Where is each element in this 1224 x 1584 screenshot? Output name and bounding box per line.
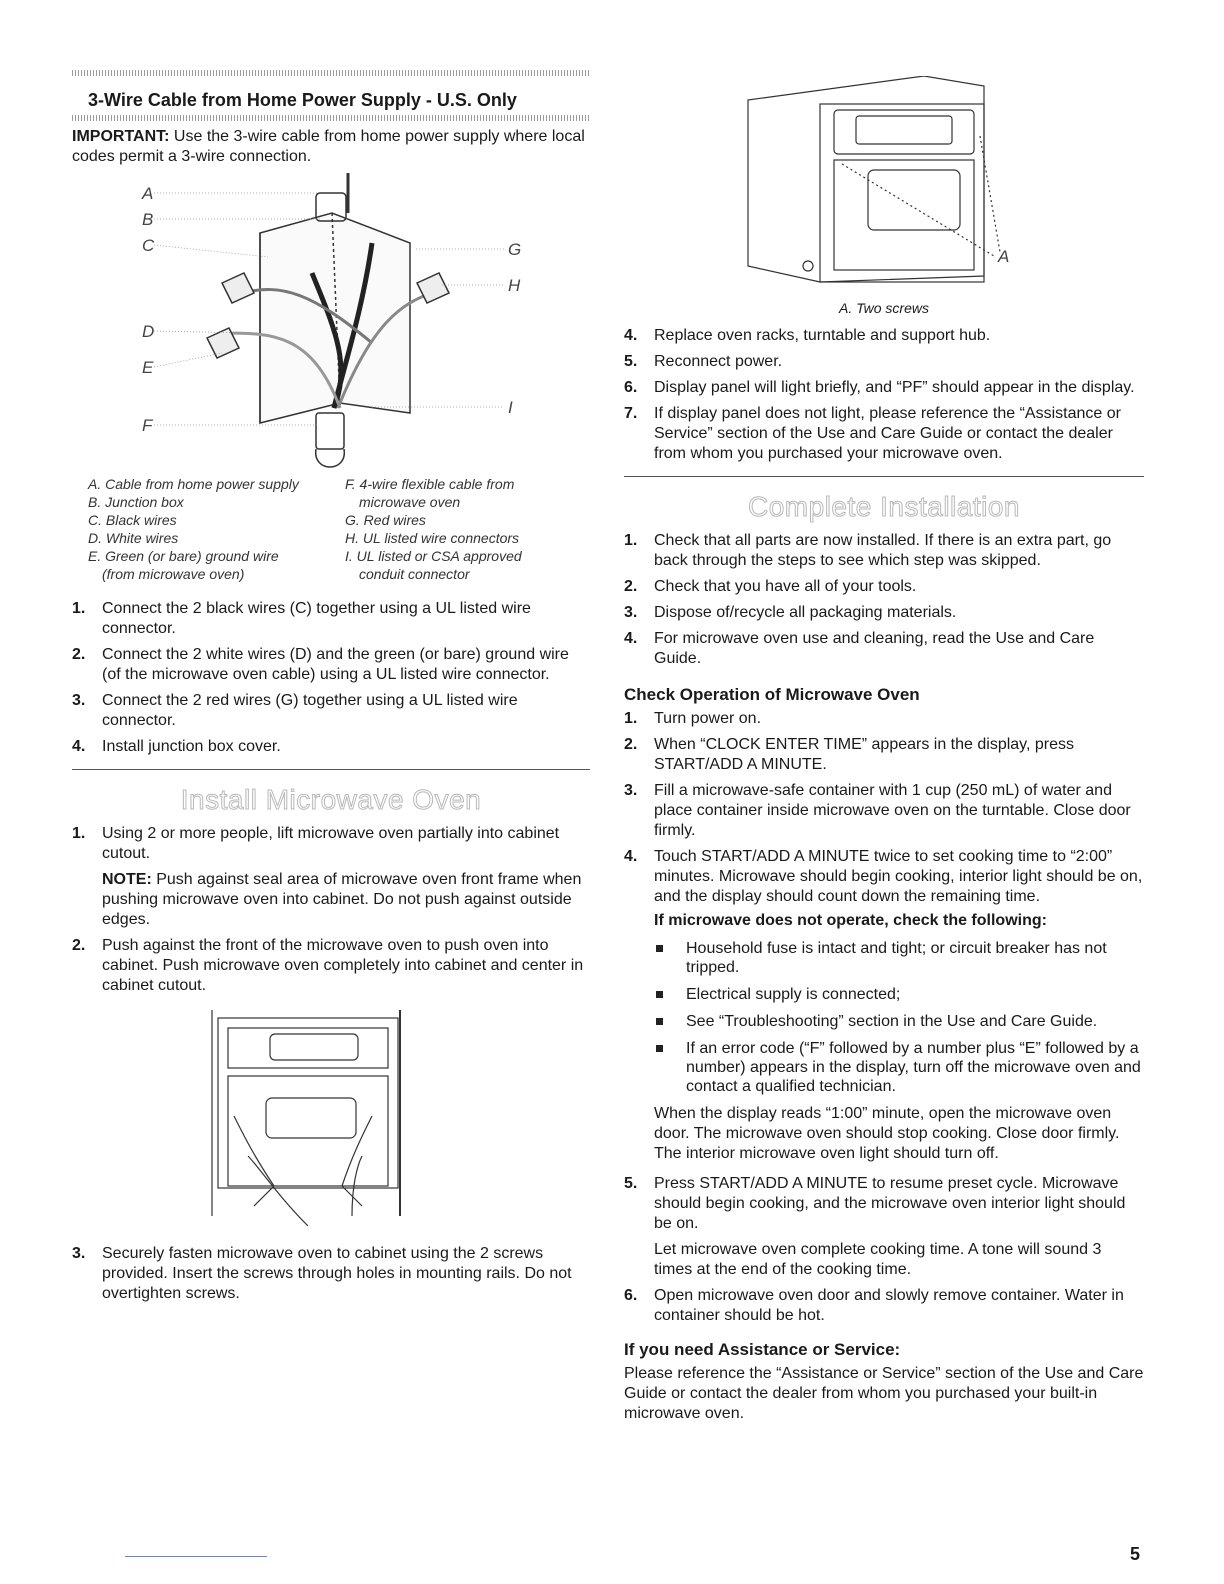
install-steps [72, 824, 590, 996]
wire-legend [72, 475, 590, 583]
assistance-text: Please reference the “Assistance or Service” section of the Use and Care Guide or contact the dealer from whom you purchased your built-in microwave oven. [624, 1365, 1144, 1422]
legend-left: A. Cable from home power supply B. Junction box C. Black wires D. White wires E. Green (or bare) ground wire (from microwave oven) [88, 476, 299, 582]
check-operation-heading: Check Operation of Microwave Oven [624, 685, 920, 704]
wire-section-heading: 3-Wire Cable from Home Power Supply - U.S. Only [88, 90, 517, 110]
list-item: 3. Fill a microwave-safe container with 1 cup (250 mL) of water and place container inside microwave oven on the turntable. Close door firmly. [624, 782, 1131, 839]
junction-box-diagram [72, 173, 590, 475]
letter-h: H [508, 276, 521, 295]
letter-a-screws: A [998, 247, 1010, 266]
check-steps [624, 709, 1144, 1326]
list-item: 4. Install junction box cover. [72, 738, 281, 755]
two-screws-illustration [624, 76, 1144, 294]
left-column [72, 70, 590, 1310]
section-divider [624, 476, 1144, 477]
list-item: 5. Press START/ADD A MINUTE to resume preset cycle. Microwave should begin cooking, and the microwave oven interior light should be on. Let microwave oven complete cooking time. A tone will sound 3 times at the end of the cooking time. [624, 1174, 1144, 1280]
screws-caption: A. Two screws [839, 300, 929, 316]
hatch-rule [72, 115, 590, 121]
list-item: 6. Open microwave oven door and slowly remove container. Water in container should be hot. [624, 1287, 1124, 1324]
important-label: IMPORTANT: [72, 128, 170, 145]
install-section-title: Install Microwave Oven [180, 784, 482, 815]
list-item: Electrical supply is connected; [654, 985, 1144, 1004]
list-item: See “Troubleshooting” section in the Use and Care Guide. [654, 1012, 1144, 1031]
list-item: 2. Check that you have all of your tools. [624, 578, 917, 595]
list-item: 3. Connect the 2 red wires (G) together using a UL listed wire connector. [72, 692, 518, 729]
list-item: 1. Using 2 or more people, lift microwave oven partially into cabinet cutout. NOTE: Push against seal area of microwave oven front frame when pushing microwave oven into cabinet. Do not push against outside edges. [72, 824, 590, 930]
letter-g: G [508, 240, 522, 259]
list-item: 2. Push against the front of the microwave oven to push oven into cabinet. Push microwave oven completely into cabinet and center in cabinet cutout. [72, 937, 584, 994]
list-item: 2. When “CLOCK ENTER TIME” appears in the display, press START/ADD A MINUTE. [624, 736, 1074, 773]
letter-a: A [142, 184, 154, 203]
install-note: NOTE: Push against seal area of microwave oven front frame when pushing microwave oven into cabinet. Do not push against outside edges. [102, 871, 582, 928]
list-item: 3. Securely fasten microwave oven to cabinet using the 2 screws provided. Insert the screws through holes in mounting rails. Do not overtighten screws. [72, 1245, 572, 1302]
complete-section-title: Complete Installation [748, 491, 1020, 522]
list-item: 1. Turn power on. [624, 710, 762, 727]
post-install-steps [624, 326, 1144, 464]
list-item: 2. Connect the 2 white wires (D) and the green (or bare) ground wire (of the microwave oven cable) using a UL listed wire connector. [72, 646, 569, 683]
letter-f: F [142, 416, 153, 435]
footer-line [125, 1556, 267, 1557]
complete-steps [624, 531, 1144, 669]
list-item: 7. If display panel does not light, please reference the “Assistance or Service” section of the Use and Care Guide or contact the dealer from whom you purchased your microwave oven. [624, 405, 1121, 462]
letter-e: E [142, 358, 154, 377]
wire-steps [72, 599, 590, 757]
troubleshoot-bullets [654, 939, 1144, 1096]
list-item: 6. Display panel will light briefly, and “PF” should appear in the display. [624, 379, 1135, 396]
letter-c: C [142, 236, 155, 255]
list-item: 1. Connect the 2 black wires (C) together using a UL listed wire connector. [72, 600, 531, 637]
list-item: Household fuse is intact and tight; or circuit breaker has not tripped. [654, 939, 1144, 977]
push-oven-illustration [72, 1006, 590, 1236]
section-divider [72, 769, 590, 770]
page-number: 5 [1130, 1544, 1141, 1564]
letter-i: I [508, 398, 513, 417]
list-item: 4. For microwave oven use and cleaning, read the Use and Care Guide. [624, 630, 1095, 667]
complete-cooking-paragraph: Let microwave oven complete cooking time. A tone will sound 3 times at the end of the cooking time. [654, 1241, 1102, 1278]
list-item: 5. Reconnect power. [624, 353, 783, 370]
list-item: 3. Dispose of/recycle all packaging materials. [624, 604, 957, 621]
list-item: If an error code (“F” followed by a number plus “E” followed by a number) appears in the display, turn off the microwave oven and contact a qualified technician. [654, 1039, 1144, 1096]
if-not-operate-heading: If microwave does not operate, check the following: [654, 912, 1047, 929]
display-reads-paragraph: When the display reads “1:00” minute, open the microwave oven door. The microwave oven should stop cooking. Close door firmly. The interior microwave oven light should turn off. [654, 1105, 1120, 1162]
list-item: 4. Replace oven racks, turntable and support hub. [624, 327, 991, 344]
letter-d: D [142, 322, 155, 341]
letter-b: B [142, 210, 154, 229]
assistance-heading: If you need Assistance or Service: [624, 1340, 901, 1359]
important-paragraph: IMPORTANT: Use the 3-wire cable from home power supply where local codes permit a 3-wire connection. [72, 128, 585, 165]
list-item: 1. Check that all parts are now installed. If there is an extra part, go back through the steps to see which step was skipped. [624, 532, 1112, 569]
legend-right: F. 4-wire flexible cable from microwave oven G. Red wires H. UL listed wire connectors I. UL listed or CSA approved conduit connector [345, 476, 522, 582]
right-column [624, 76, 1144, 1424]
list-item: 4. Touch START/ADD A MINUTE twice to set cooking time to “2:00” minutes. Microwave should begin cooking, interior light should be on, and the display should count down the remaining time. If microwave does not operate, check the following: Household fuse is intact and tight; or circuit breaker has not tripped. Electrical supply is connected; See “Troubleshooting” section in the Use and Care Guide. If an error code (“F” followed by a number plus “E” followed by a number) appears in the display, turn off the microwave oven and contact a qualified technician. When the display reads “1:00” minute, open the microwave oven door. The microwave oven should stop cooking. Close door firmly. The interior microwave oven light should turn off. [624, 848, 1143, 1162]
install-steps-cont [72, 1244, 590, 1304]
